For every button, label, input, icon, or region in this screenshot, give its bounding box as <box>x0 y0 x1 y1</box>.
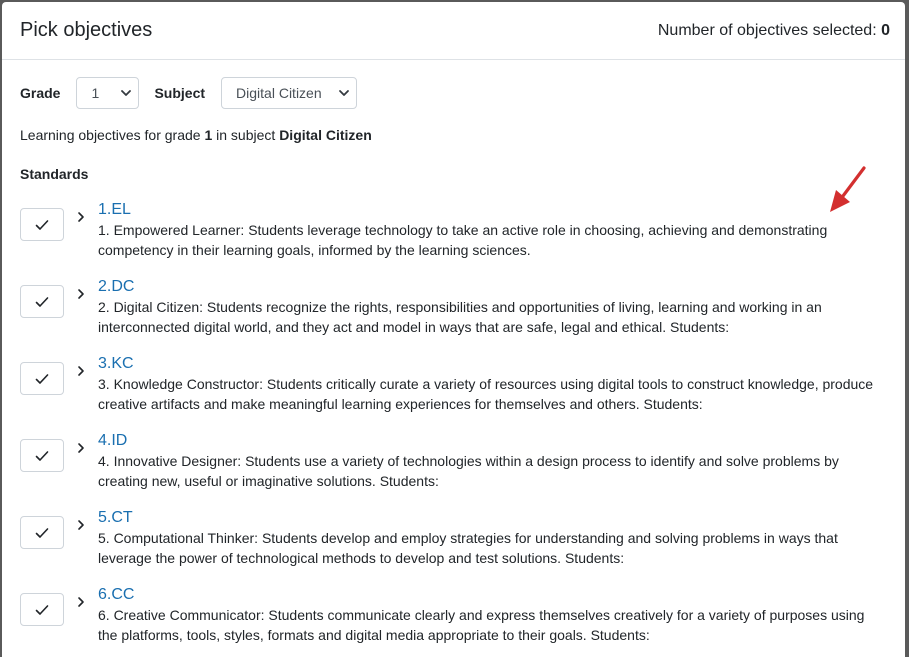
standard-item <box>20 585 887 657</box>
chevron-right-icon <box>77 442 85 454</box>
info-prefix: Learning objectives for grade <box>20 127 205 143</box>
check-icon <box>35 219 49 231</box>
info-middle: in subject <box>212 127 280 143</box>
check-icon <box>35 296 49 308</box>
expand-standard-toggle[interactable] <box>64 200 98 230</box>
selected-count-label: Number of objectives selected: <box>657 21 882 39</box>
grade-label: Grade <box>20 85 61 101</box>
chevron-right-icon <box>77 211 85 223</box>
standards-list <box>20 200 887 657</box>
standard-code-link[interactable]: 1.EL <box>98 201 131 218</box>
expand-standard-toggle[interactable] <box>64 354 98 384</box>
selected-count-value: 0 <box>881 21 890 39</box>
subject-select[interactable] <box>221 77 357 109</box>
chevron-right-icon <box>77 365 85 377</box>
check-icon <box>35 450 49 462</box>
check-icon <box>35 373 49 385</box>
standard-content <box>98 200 887 277</box>
check-icon <box>35 527 49 539</box>
standards-heading: Standards <box>20 166 89 182</box>
modal-body <box>2 61 905 657</box>
check-icon <box>35 604 49 616</box>
select-standard-checkbox[interactable] <box>20 362 64 395</box>
standard-description: 6. Creative Communicator: Students communicate clearly and express themselves creatively for a variety of purposes using the platforms, tools, styles, formats and digital media appropriate to their goals. Students: <box>98 607 865 643</box>
standard-description: 5. Computational Thinker: Students develop and employ strategies for understanding and solving problems in ways that leverage the power of technological methods to develop and test solutions. Students: <box>98 530 838 566</box>
grade-select-value: 1 <box>91 85 100 101</box>
chevron-right-icon <box>77 288 85 300</box>
modal-title: Pick objectives <box>20 19 153 41</box>
standard-item <box>20 200 887 277</box>
filters <box>20 61 887 125</box>
red-arrow-icon <box>826 164 870 216</box>
subject-label: Subject <box>154 85 206 101</box>
standard-item <box>20 431 887 508</box>
select-standard-checkbox[interactable] <box>20 516 64 549</box>
modal-header <box>2 2 905 60</box>
standard-content <box>98 508 887 585</box>
selected-count-text <box>658 22 890 40</box>
subject-select-value: Digital Citizen <box>236 85 322 101</box>
grade-select[interactable] <box>76 77 139 109</box>
info-grade: 1 <box>204 127 213 143</box>
standard-content <box>98 354 887 431</box>
select-standard-checkbox[interactable] <box>20 208 64 241</box>
expand-standard-toggle[interactable] <box>64 431 98 461</box>
standard-description: 2. Digital Citizen: Students recognize the rights, responsibilities and opportunities of living, learning and working in an interconnected digital world, and they act and model in ways that are safe, legal and ethical. Students: <box>98 299 822 335</box>
expand-standard-toggle[interactable] <box>64 585 98 615</box>
standard-item <box>20 508 887 585</box>
standard-code-link[interactable]: 5.CT <box>98 509 133 526</box>
standard-content <box>98 431 887 508</box>
expand-standard-toggle[interactable] <box>64 508 98 538</box>
pick-objectives-modal <box>2 2 905 657</box>
standard-code-link[interactable]: 3.KC <box>98 355 134 372</box>
standard-code-link[interactable]: 6.CC <box>98 586 135 603</box>
chevron-down-icon <box>338 88 350 98</box>
standard-item <box>20 354 887 431</box>
select-standard-checkbox[interactable] <box>20 285 64 318</box>
standard-description: 4. Innovative Designer: Students use a variety of technologies within a design process to identify and solve problems by creating new, useful or imaginative solutions. Students: <box>98 453 839 489</box>
standard-content <box>98 585 887 657</box>
select-standard-checkbox[interactable] <box>20 593 64 626</box>
standard-code-link[interactable]: 2.DC <box>98 278 135 295</box>
objectives-info-text <box>20 127 887 143</box>
chevron-down-icon <box>120 88 132 98</box>
standard-item <box>20 277 887 354</box>
chevron-right-icon <box>77 519 85 531</box>
standard-description: 1. Empowered Learner: Students leverage technology to take an active role in choosing, achieving and demonstrating competency in their learning goals, informed by the learning sciences. <box>98 222 828 258</box>
chevron-right-icon <box>77 596 85 608</box>
expand-standard-toggle[interactable] <box>64 277 98 307</box>
standard-code-link[interactable]: 4.ID <box>98 432 128 449</box>
standard-description: 3. Knowledge Constructor: Students critically curate a variety of resources using digital tools to construct knowledge, produce creative artifacts and make meaningful learning experiences for themselves and others. Students: <box>98 376 874 412</box>
select-standard-checkbox[interactable] <box>20 439 64 472</box>
info-subject: Digital Citizen <box>279 127 372 143</box>
standard-content <box>98 277 887 354</box>
